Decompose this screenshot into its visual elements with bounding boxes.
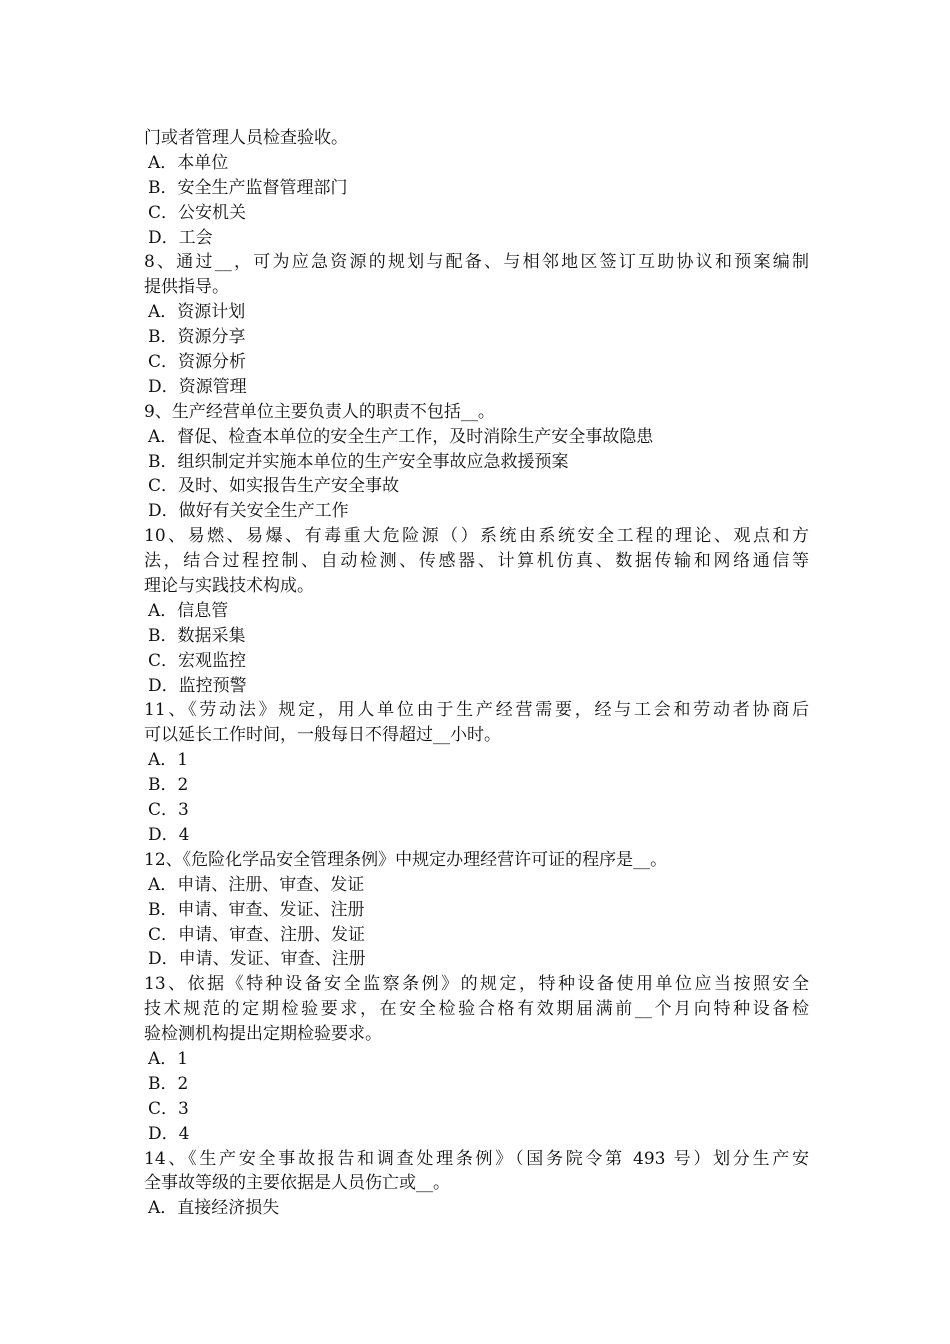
answer-option: B．数据采集 (148, 625, 246, 646)
answer-option: A．督促、检查本单位的安全生产工作，及时消除生产安全事故隐患 (148, 426, 654, 447)
answer-option: B．安全生产监督管理部门 (148, 177, 348, 198)
answer-option: B．2 (148, 1073, 189, 1094)
answer-option: D．4 (148, 824, 190, 845)
answer-option: B．组织制定并实施本单位的生产安全事故应急救援预案 (148, 451, 569, 472)
answer-option: A．1 (148, 1048, 189, 1069)
question-text-line: 法，结合过程控制、自动检测、传感器、计算机仿真、数据传输和网络通信等 (144, 551, 809, 572)
question-text-line: 门或者管理人员检查验收。 (144, 128, 348, 148)
question-text-line: 10、易燃、易爆、有毒重大危险源（）系统由系统安全工程的理论、观点和方 (144, 526, 809, 547)
answer-option: C．3 (148, 1098, 189, 1119)
answer-option: A．1 (148, 750, 189, 771)
document-page (144, 126, 809, 1221)
answer-option: A．本单位 (148, 152, 229, 173)
answer-option: C．资源分析 (148, 352, 247, 373)
answer-option: C．公安机关 (148, 202, 247, 223)
question-text-line: 14、《生产安全事故报告和调查处理条例》（国务院令第 493 号）划分生产安 (144, 1148, 809, 1169)
answer-option: A．资源计划 (148, 302, 246, 323)
question-text-line: 8、通过__，可为应急资源的规划与配备、与相邻地区签订互助协议和预案编制 (144, 252, 809, 273)
answer-option: B．2 (148, 775, 189, 796)
answer-option: A．直接经济损失 (148, 1198, 280, 1219)
answer-option: D．申请、发证、审查、注册 (148, 949, 366, 970)
answer-option: D．4 (148, 1123, 190, 1144)
question-text-line: 9、生产经营单位主要负责人的职责不包括__。 (144, 401, 495, 422)
question-text-line: 全事故等级的主要依据是人员伤亡或__。 (144, 1173, 450, 1194)
answer-option: C．3 (148, 800, 189, 821)
question-text-line: 可以延长工作时间，一般每日不得超过__小时。 (144, 725, 501, 746)
answer-option: D．资源管理 (148, 376, 247, 397)
answer-option: B．资源分享 (148, 327, 246, 348)
question-text-line: 13、依据《特种设备安全监察条例》的规定，特种设备使用单位应当按照安全 (144, 974, 809, 995)
answer-option: A．申请、注册、审查、发证 (148, 874, 365, 895)
question-text-line: 12、《危险化学品安全管理条例》中规定办理经营许可证的程序是__。 (144, 849, 668, 870)
answer-option: D．做好有关安全生产工作 (148, 501, 349, 522)
answer-option: A．信息管 (148, 600, 229, 621)
answer-option: D．工会 (148, 227, 213, 248)
question-text-line: 理论与实践技术构成。 (144, 576, 314, 597)
answer-option: C．及时、如实报告生产安全事故 (148, 476, 400, 497)
answer-option: C．宏观监控 (148, 650, 247, 671)
answer-option: B．申请、审查、发证、注册 (148, 899, 365, 920)
question-text-line: 提供指导。 (144, 277, 229, 298)
answer-option: C．申请、审查、注册、发证 (148, 924, 366, 945)
answer-option: D．监控预警 (148, 675, 247, 696)
question-text-line: 验检测机构提出定期检验要求。 (144, 1024, 382, 1045)
question-text-line: 技术规范的定期检验要求，在安全检验合格有效期届满前__个月向特种设备检 (144, 999, 809, 1020)
question-text-line: 11、《劳动法》规定，用人单位由于生产经营需要，经与工会和劳动者协商后 (144, 700, 809, 721)
